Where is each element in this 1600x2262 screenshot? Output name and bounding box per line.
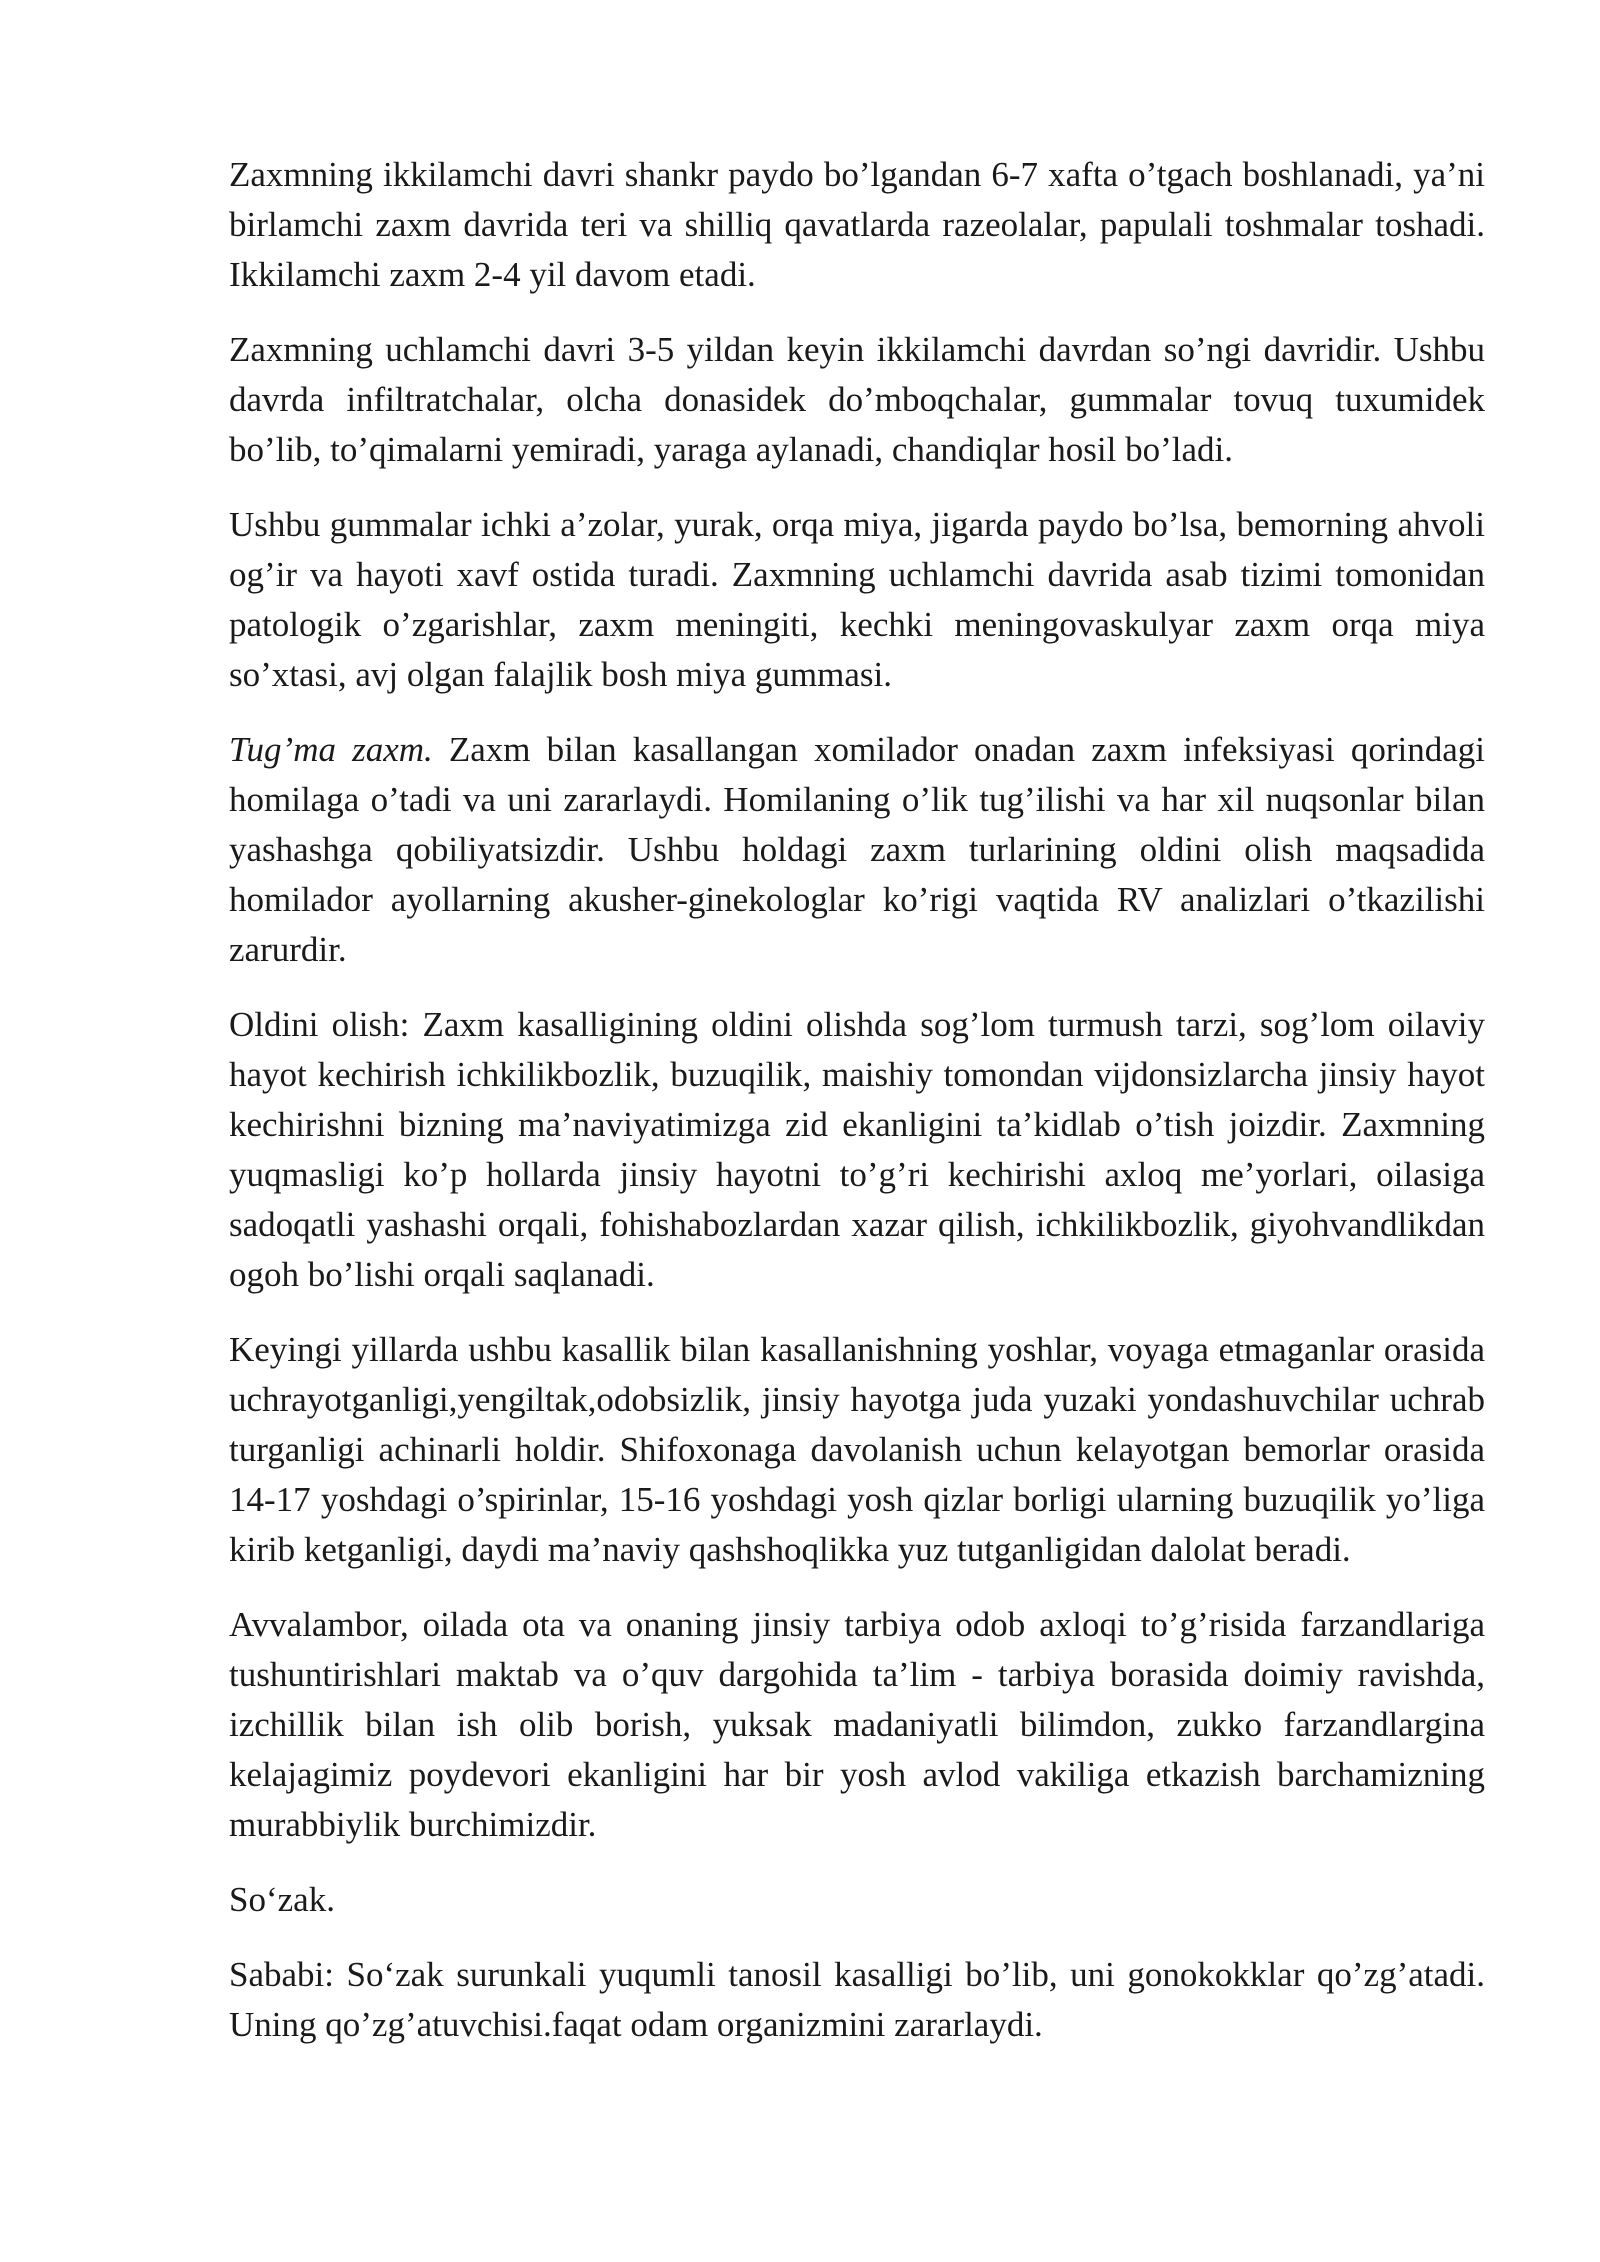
paragraph-text: Oldini olish: Zaxm kasalligining oldini olishda sog’lom turmush tarzi, sog’lom oilaviy hayot kechirish ichkilikbozlik, buzuqilik, maishiy tomondan vijdonsizlarcha jinsiy hayot kechirishni bizning ma’naviyatimizga zid ekanligini ta’kidlab o’tish joizdir. Zaxmning yuqmasligi ko’p hollarda jinsiy hayotni to’g’ri kechirishi axloq me’yorlari, oilasiga sadoqatli yashashi orqali, fohishabozlardan xazar qilish, ichkilikbozlik, giyohvandlikdan ogoh bo’lishi orqali saqlanadi. <box>229 1005 1485 1294</box>
heading-text: So‘zak. <box>229 1880 335 1919</box>
paragraph-secondary-syphilis <box>229 150 1485 300</box>
paragraph-text: Keyingi yillarda ushbu kasallik bilan kasallanishning yoshlar, voyaga etmaganlar orasida uchrayotganligi,yengiltak,odobsizlik, jinsiy hayotga juda yuzaki yondashuvchilar uchrab turganligi achinarli holdir. Shifoxonaga davolanish uchun kelayotgan bemorlar orasida 14-17 yoshdagi o’spirinlar, 15-16 yoshdagi yosh qizlar borligi ularning buzuqilik yo’liga kirib ketganligi, daydi ma’naviy qashshoqlikka yuz tutganligidan dalolat beradi. <box>229 1330 1485 1569</box>
paragraph-text: Ushbu gummalar ichki a’zolar, yurak, orqa miya, jigarda paydo bo’lsa, bemorning ahvoli og’ir va hayoti xavf ostida turadi. Zaxmning uchlamchi davrida asab tizimi tomonidan patologik o’zgarishlar, zaxm meningiti, kechki meningovaskulyar zaxm orqa miya so’xtasi, avj olgan falajlik bosh miya gummasi. <box>229 505 1485 694</box>
paragraph-text: Zaxmning uchlamchi davri 3-5 yildan keyin ikkilamchi davrdan so’ngi davridir. Ushbu davrda infiltratchalar, olcha donasidek do’mboqchalar, gummalar tovuq tuxumidek bo’lib, to’qimalarni yemiradi, yaraga aylanadi, chandiqlar hosil bo’ladi. <box>229 330 1485 469</box>
section-heading-gonorrhea <box>229 1875 1485 1925</box>
paragraph-text: Zaxm bilan kasallangan xomilador onadan zaxm infeksiyasi qorindagi homilaga o’tadi va uni zararlaydi. Homilaning o’lik tug’ilishi va har xil nuqsonlar bilan yashashga qobiliyatsizdir. Ushbu holdagi zaxm turlarining oldini olish maqsadida homilador ayollarning akusher-ginekologlar ko’rigi vaqtida RV analizlari o’tkazilishi zarurdir. <box>229 730 1485 969</box>
paragraph-text: Sababi: So‘zak surunkali yuqumli tanosil kasalligi bo’lib, uni gonokokklar qo’zg’atadi. Uning qo’zg’atuvchisi.faqat odam organizmini zararlaydi. <box>229 1955 1485 2044</box>
paragraph-tertiary-syphilis <box>229 325 1485 475</box>
paragraph-recent-years <box>229 1325 1485 1575</box>
paragraph-gummas <box>229 500 1485 700</box>
paragraph-text: Zaxmning ikkilamchi davri shankr paydo bo’lgandan 6-7 xafta o’tgach boshlanadi, ya’ni birlamchi zaxm davrida teri va shilliq qavatlarda razeolalar, papulali toshmalar toshadi. Ikkilamchi zaxm 2-4 yil davom etadi. <box>229 155 1485 294</box>
paragraph-text: Avvalambor, oilada ota va onaning jinsiy tarbiya odob axloqi to’g’risida farzandlariga tushuntirishlari maktab va o’quv dargohida ta’lim - tarbiya borasida doimiy ravishda, izchillik bilan ish olib borish, yuksak madaniyatli bilimdon, zukko farzandlargina kelajagimiz poydevori ekanligini har bir yosh avlod vakiliga etkazish barchamizning murabbiylik burchimizdir. <box>229 1605 1485 1844</box>
document-page <box>229 150 1485 2075</box>
paragraph-congenital-syphilis <box>229 725 1485 975</box>
paragraph-cause <box>229 1950 1485 2050</box>
paragraph-upbringing <box>229 1600 1485 1850</box>
paragraph-lead-italic: Tug’ma zaxm. <box>229 730 433 769</box>
paragraph-prevention <box>229 1000 1485 1300</box>
